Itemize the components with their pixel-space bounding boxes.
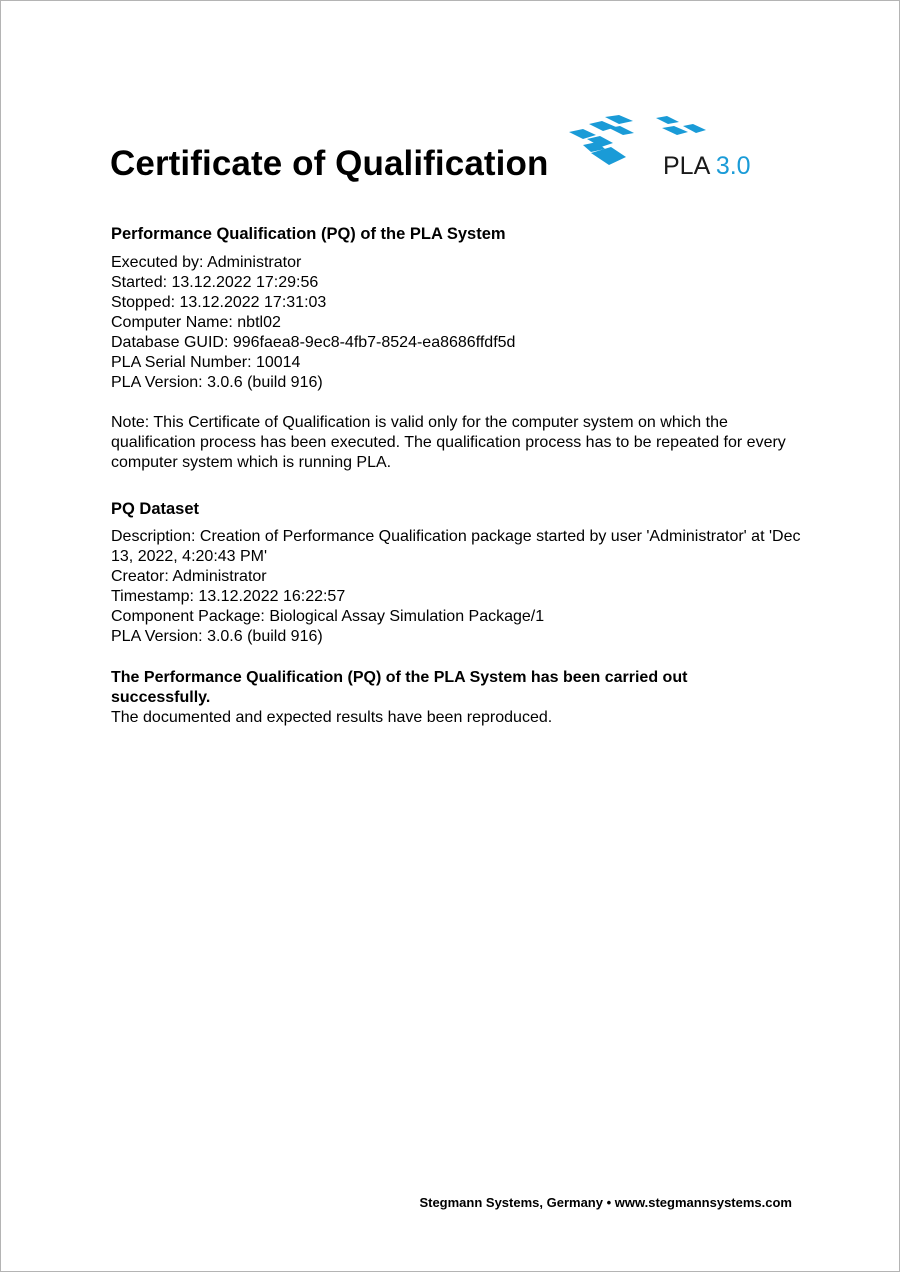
dataset-heading: PQ Dataset — [111, 500, 200, 518]
logo-version: 3.0 — [715, 152, 751, 180]
computer-name: Computer Name: nbtl02 — [111, 314, 281, 331]
execution-details — [111, 253, 811, 393]
page-title: Certificate of Qualification — [110, 144, 549, 183]
stopped: Stopped: 13.12.2022 17:31:03 — [111, 294, 327, 311]
conclusion-text: The documented and expected results have been reproduced. — [111, 709, 553, 726]
certificate-body — [111, 224, 811, 728]
pla-version: PLA Version: 3.0.6 (build 916) — [111, 374, 323, 391]
conclusion-heading: The Performance Qualification (PQ) of the PLA System has been carried out successfully. — [111, 669, 688, 706]
dataset-pla-version: PLA Version: 3.0.6 (build 916) — [111, 628, 323, 645]
logo-wordmark — [663, 151, 751, 181]
database-guid: Database GUID: 996faea8-9ec8-4fb7-8524-ea8686ffdf5d — [111, 334, 516, 351]
dataset-component-package: Component Package: Biological Assay Simulation Package/1 — [111, 608, 545, 625]
validity-note: Note: This Certificate of Qualification is valid only for the computer system on which the qualification process has been executed. The qualification process has to be repeated for every computer system which is running PLA. — [111, 414, 786, 471]
dataset-creator: Creator: Administrator — [111, 568, 267, 585]
page-footer: Stegmann Systems, Germany • www.stegmannsystems.com — [419, 1195, 792, 1210]
logo-text: PLA — [663, 152, 709, 180]
started: Started: 13.12.2022 17:29:56 — [111, 274, 319, 291]
pla-serial-number: PLA Serial Number: 10014 — [111, 354, 301, 371]
dataset-timestamp: Timestamp: 13.12.2022 16:22:57 — [111, 588, 346, 605]
executed-by: Executed by: Administrator — [111, 254, 302, 271]
execution-heading: Performance Qualification (PQ) of the PLA System — [111, 225, 506, 243]
dataset-description: Description: Creation of Performance Qualification package started by user 'Administrator' at 'Dec 13, 2022, 4:20:43 PM' — [111, 528, 801, 565]
